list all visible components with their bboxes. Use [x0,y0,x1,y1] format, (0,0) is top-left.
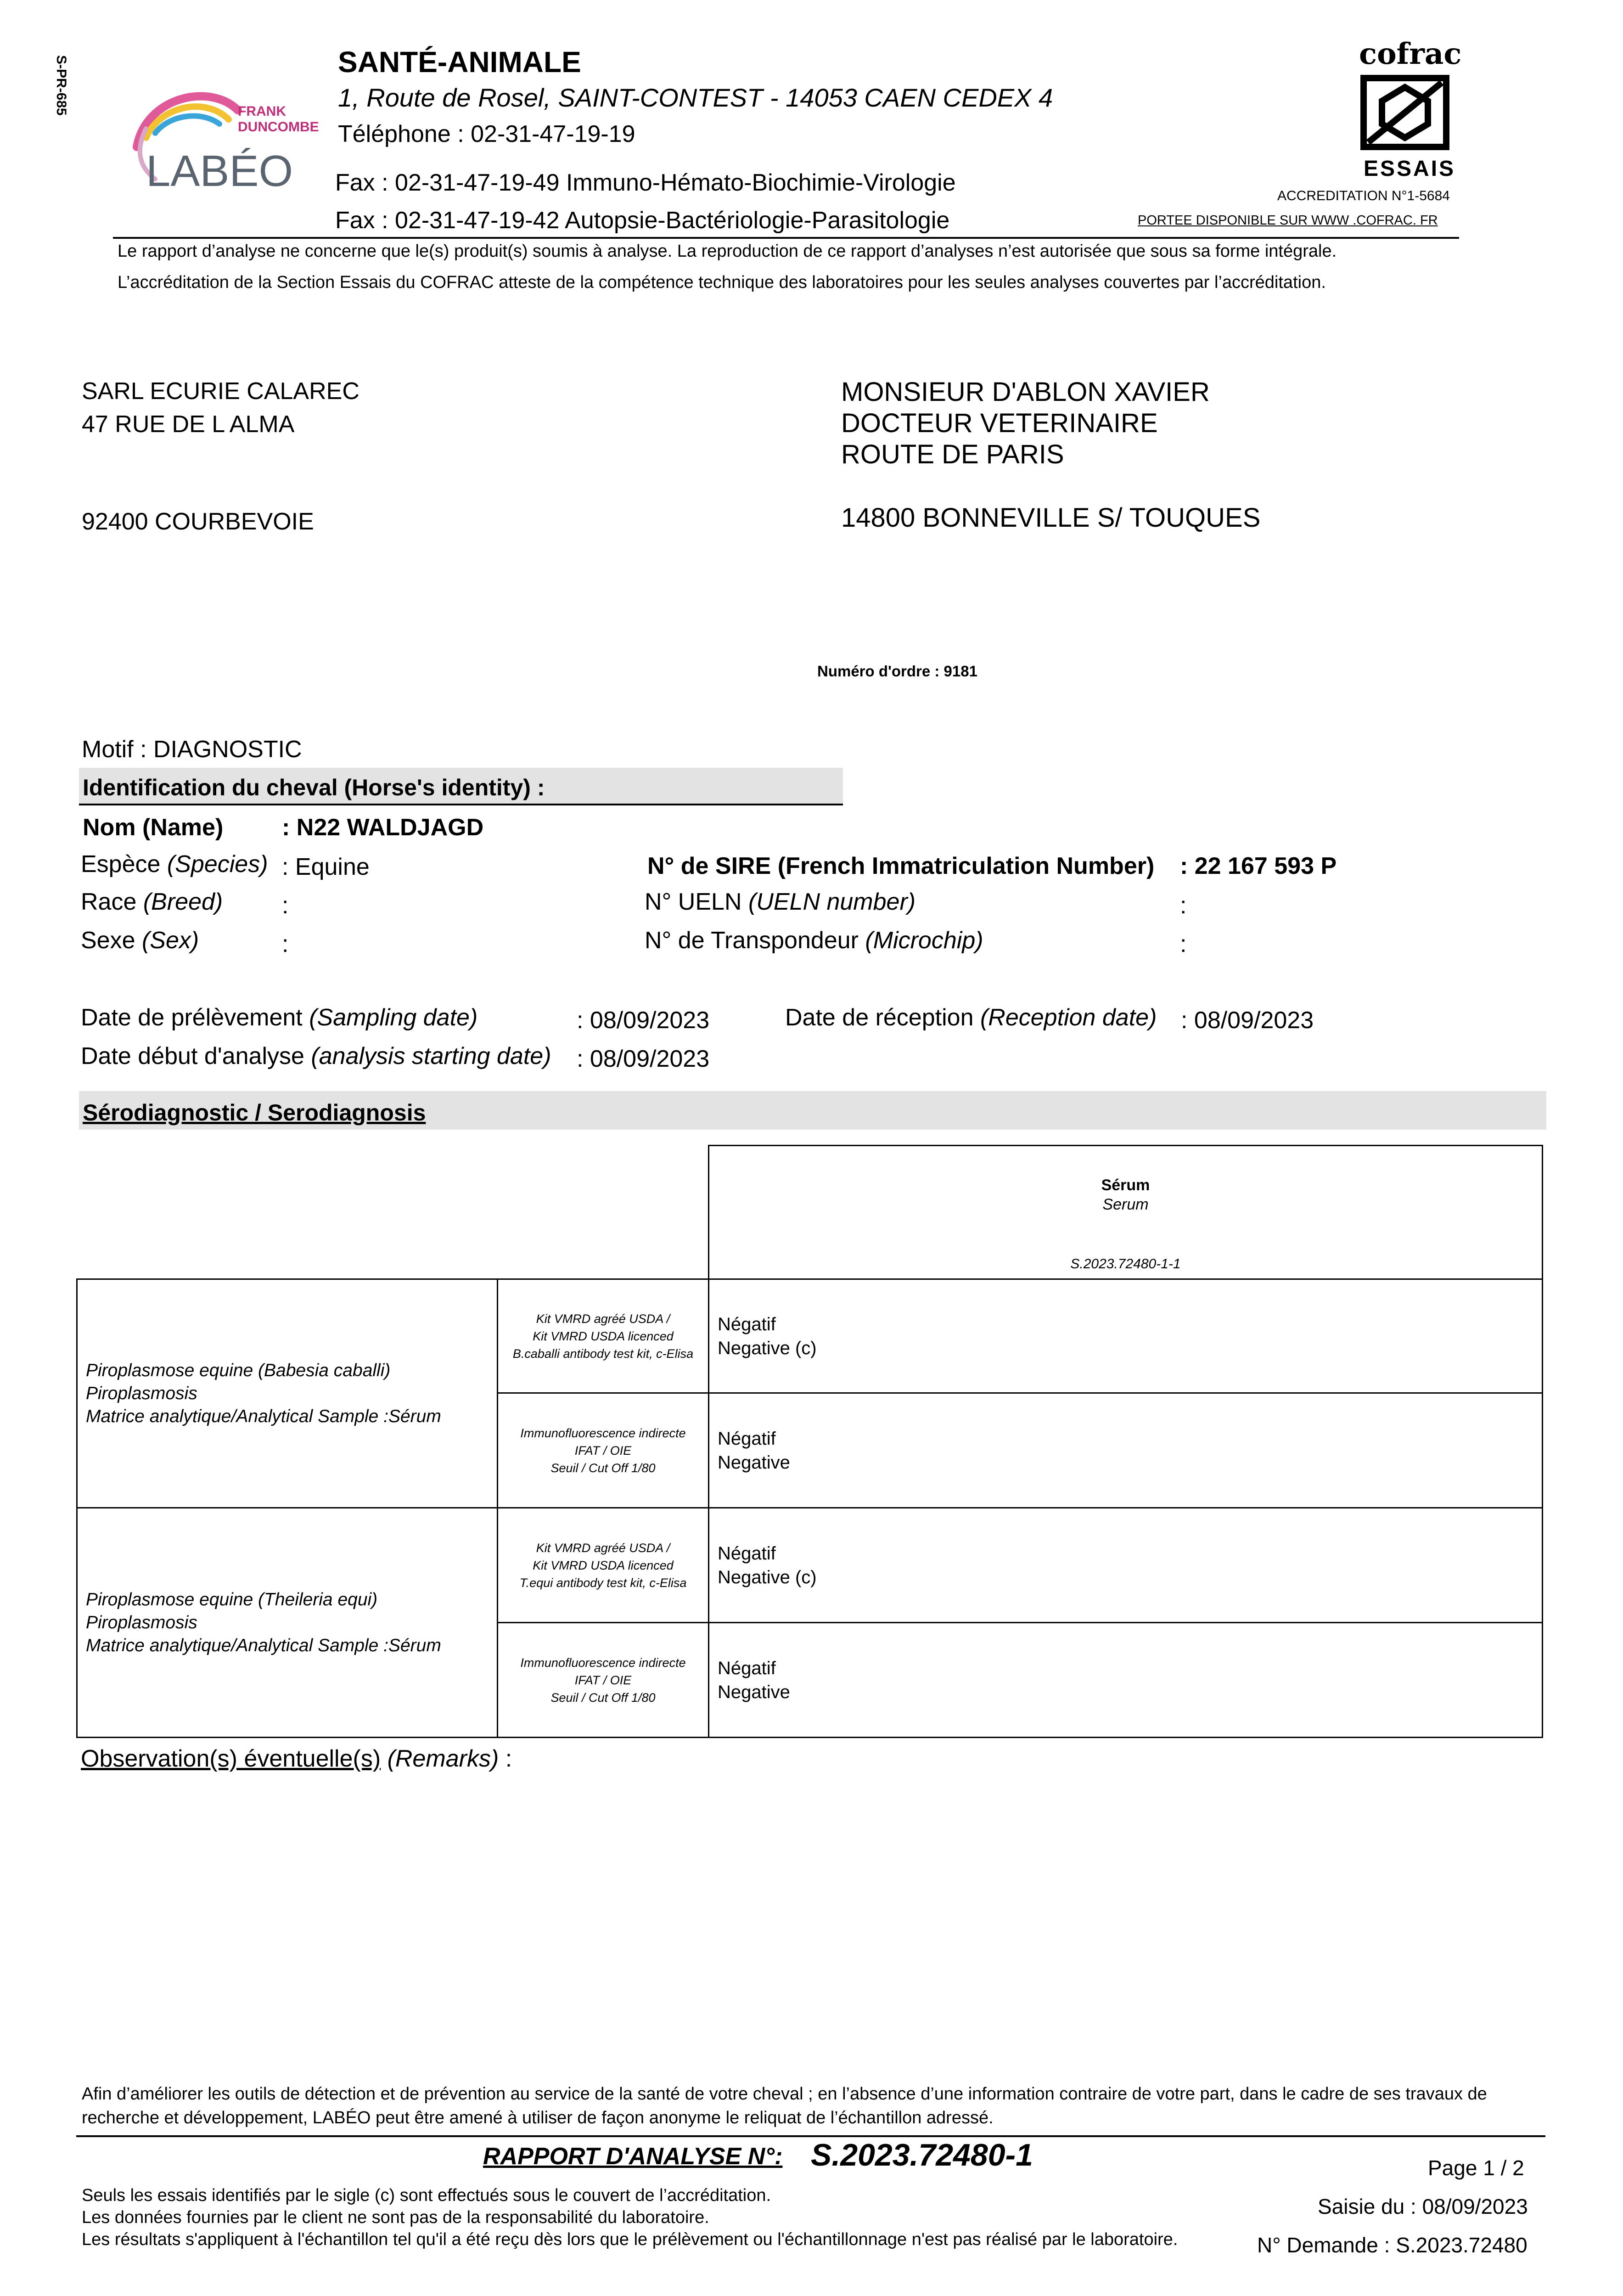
sire-label: N° de SIRE (French Immatriculation Number) [647,853,1155,879]
analysis-name [77,1508,498,1738]
reception-date-value: : 08/09/2023 [1181,1007,1314,1034]
analysis-name-line: Matrice analytique/Analytical Sample :Sérum [86,1406,441,1426]
method-line: IFAT / OIE [574,1443,632,1458]
results-header-empty [77,1146,709,1279]
cofrac-essais: ESSAIS [1364,157,1456,181]
saisie-date: Saisie du : 08/09/2023 [1318,2195,1528,2218]
document-code: S-PR-685 [54,55,69,116]
vet-line-2: DOCTEUR VETERINAIRE [841,408,1158,438]
order-number: Numéro d'ordre : 9181 [817,663,977,680]
identification-rule [79,804,843,805]
demande-number: N° Demande : S.2023.72480 [1257,2233,1528,2257]
breed-value: : [282,892,289,919]
table-row [77,1279,1543,1393]
analysis-result [709,1393,1543,1508]
result-line: Négatif [718,1314,776,1334]
page-number: Page 1 / 2 [1428,2156,1524,2180]
labeo-logo [118,78,320,197]
cofrac-emblem-icon [1359,73,1451,156]
analysis-method [498,1508,709,1623]
logo-brand: LABÉO [146,146,293,196]
sex-label: Sexe (Sex) [81,927,199,954]
owner-line-2: 47 RUE DE L ALMA [82,411,295,438]
method-line: B.caballi antibody test kit, c-Elisa [512,1346,694,1361]
horse-name-value: : N22 WALDJAGD [282,814,484,841]
transponder-label: N° de Transpondeur (Microchip) [645,927,983,954]
analysis-name-line: Matrice analytique/Analytical Sample :Sérum [86,1635,441,1655]
analysis-result [709,1508,1543,1623]
results-table [76,1145,1543,1738]
table-row [77,1508,1543,1623]
start-date-label: Date début d'analyse (analysis starting date) [81,1043,551,1069]
breed-label: Race (Breed) [81,889,223,915]
owner-line-1: SARL ECURIE CALAREC [82,378,359,405]
lab-name: SANTÉ-ANIMALE [338,45,581,79]
method-line: Kit VMRD agréé USDA / [536,1311,670,1326]
result-line: Negative [718,1682,790,1702]
vet-line-4: 14800 BONNEVILLE S/ TOUQUES [841,503,1261,533]
result-line: Negative (c) [718,1567,817,1587]
cofrac-logo-text: cofrac [1359,37,1462,71]
remarks-label: Observation(s) éventuelle(s) (Remarks) : [81,1745,512,1772]
ueln-value: : [1180,892,1187,919]
transponder-value: : [1180,931,1187,957]
cofrac-accreditation: ACCREDITATION N°1-5684 [1277,188,1450,203]
analysis-result [709,1623,1543,1738]
species-value: : Equine [282,854,370,880]
vet-line-1: MONSIEUR D'ABLON XAVIER [841,377,1210,407]
sample-type-en: Serum [1102,1196,1149,1213]
analysis-name [77,1279,498,1508]
result-line: Négatif [718,1543,776,1564]
sample-type-fr: Sérum [1101,1176,1150,1194]
footer-line-3: Les résultats s'appliquent à l'échantillon tel qu'il a été reçu dès lors que le prélèvement ou l'échantillonnage n'est pas réalisé par le laboratoire. [82,2230,1178,2249]
method-line: Seuil / Cut Off 1/80 [550,1461,656,1475]
sample-id: S.2023.72480-1-1 [1070,1256,1181,1272]
analysis-result [709,1279,1543,1393]
identification-title: Identification du cheval (Horse's identity) : [83,775,545,800]
method-line: Seuil / Cut Off 1/80 [550,1690,656,1705]
reception-date-label: Date de réception (Reception date) [785,1004,1157,1031]
sample-header [709,1146,1543,1279]
analysis-name-line: Piroplasmosis [86,1612,197,1632]
disclaimer-line-1: Le rapport d’analyse ne concerne que le(s) produit(s) soumis à analyse. La reproduction de ce rapport d’analyses n’est autorisée que sous sa forme intégrale. [118,242,1337,261]
analysis-method [498,1393,709,1508]
method-line: Kit VMRD USDA licenced [533,1558,674,1572]
cofrac-portee: PORTEE DISPONIBLE SUR WWW .COFRAC. FR [1138,213,1438,228]
analysis-name-line: Piroplasmose equine (Theileria equi) [86,1589,378,1609]
vet-line-3: ROUTE DE PARIS [841,439,1064,469]
result-line: Négatif [718,1428,776,1449]
analysis-name-line: Piroplasmose equine (Babesia caballi) [86,1360,391,1380]
disclaimer-line-2: L’accréditation de la Section Essais du COFRAC atteste de la compétence technique des laboratoires pour les seules analyses couvertes par l’accréditation. [118,273,1326,292]
sire-value: : 22 167 593 P [1180,853,1337,879]
section-title: Sérodiagnostic / Serodiagnosis [83,1100,426,1125]
result-line: Negative [718,1452,790,1473]
report-number: S.2023.72480-1 [811,2138,1033,2172]
footer-line-2: Les données fournies par le client ne sont pas de la responsabilité du laboratoire. [82,2208,709,2227]
horse-name-label: Nom (Name) [83,814,224,841]
species-label: Espèce (Species) [81,851,268,878]
owner-line-3: 92400 COURBEVOIE [82,508,314,535]
lab-fax-2: Fax : 02-31-47-19-42 Autopsie-Bactériologie-Parasitologie [335,207,950,234]
method-line: Kit VMRD agréé USDA / [536,1541,670,1555]
results-header-row [77,1146,1543,1279]
logo-line-1: FRANK [238,104,286,119]
report-number-label: RAPPORT D'ANALYSE N°: [483,2143,783,2170]
lab-phone: Téléphone : 02-31-47-19-19 [338,121,635,147]
analysis-method [498,1279,709,1393]
result-line: Négatif [718,1658,776,1678]
method-line: Immunofluorescence indirecte [520,1655,686,1670]
analysis-method [498,1623,709,1738]
lab-fax-1: Fax : 02-31-47-19-49 Immuno-Hémato-Biochimie-Virologie [335,169,956,196]
method-line: T.equi antibody test kit, c-Elisa [519,1576,687,1590]
sex-value: : [282,931,289,957]
sampling-date-label: Date de prélèvement (Sampling date) [81,1004,478,1031]
motif: Motif : DIAGNOSTIC [82,736,302,763]
lab-address: 1, Route de Rosel, SAINT-CONTEST - 14053 CAEN CEDEX 4 [338,83,1053,112]
start-date-value: : 08/09/2023 [577,1046,710,1072]
footer-line-1: Seuls les essais identifiés par le sigle (c) sont effectués sous le couvert de l’accréditation. [82,2186,771,2205]
logo-line-2: DUNCOMBE [238,119,319,135]
method-line: IFAT / OIE [574,1673,632,1687]
method-line: Kit VMRD USDA licenced [533,1329,674,1343]
analysis-name-line: Piroplasmosis [86,1383,197,1403]
result-line: Negative (c) [718,1338,817,1358]
sampling-date-value: : 08/09/2023 [577,1007,710,1034]
ueln-label: N° UELN (UELN number) [645,889,916,915]
header-rule [113,237,1459,239]
research-note: Afin d’améliorer les outils de détection et de prévention au service de la santé de votre cheval ; en l’absence d’une information contraire de votre part, dans le cadre de ses travaux de recherche et développement, LABÉO peut être amené à utiliser de façon anonyme le reliquat de l’échantillon adressé. [82,2084,1487,2127]
cofrac-logo [1359,37,1462,184]
method-line: Immunofluorescence indirecte [520,1426,686,1440]
